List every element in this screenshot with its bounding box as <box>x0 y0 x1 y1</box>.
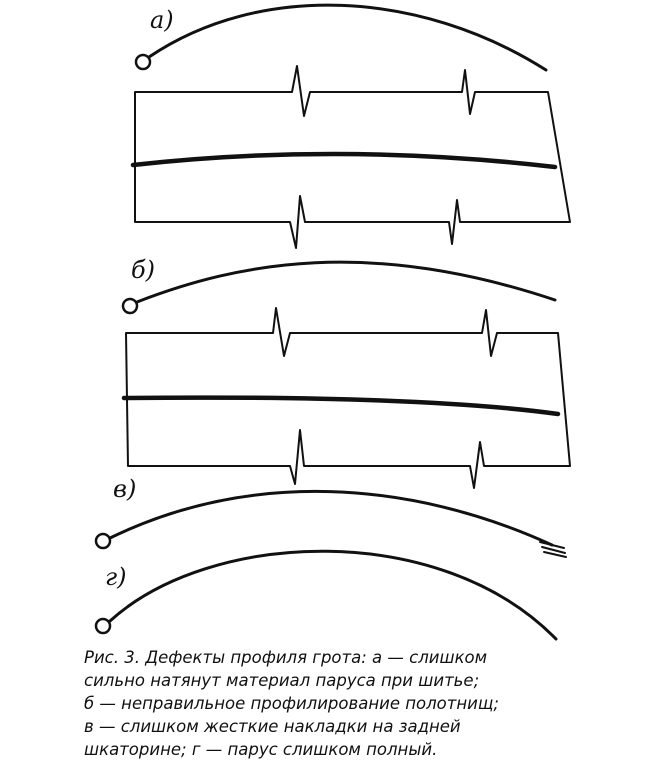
profile-arc-a <box>149 5 546 70</box>
caption-line: Рис. 3. Дефекты профиля грота: а — слишком <box>84 648 488 667</box>
label-g: г) <box>105 563 127 591</box>
mast-circle-v <box>96 534 110 548</box>
profile-arc-v <box>110 491 552 545</box>
figure-caption <box>84 646 654 761</box>
panels-a <box>133 66 570 248</box>
profile-v <box>96 491 566 557</box>
profile-arc-g <box>110 551 556 639</box>
label-b: б) <box>131 256 156 284</box>
caption-line: б — неправильное профилирование полотнищ; <box>84 694 499 713</box>
mast-circle-g <box>96 619 110 633</box>
profile-arc-b <box>137 262 555 302</box>
mast-circle-b <box>123 299 137 313</box>
label-v: в) <box>113 475 137 503</box>
label-a: а) <box>150 6 174 34</box>
profile-g <box>96 551 556 639</box>
caption-line: сильно натянут материал паруса при шитье; <box>84 671 480 690</box>
profile-a <box>136 5 546 70</box>
seam-a <box>133 154 555 167</box>
panels-b <box>124 308 570 488</box>
caption-line: шкаторине; г — парус слишком полный. <box>84 740 438 759</box>
caption-line: в — слишком жесткие накладки на задней <box>84 717 461 736</box>
seam-b <box>124 398 558 414</box>
profile-b <box>123 262 555 313</box>
